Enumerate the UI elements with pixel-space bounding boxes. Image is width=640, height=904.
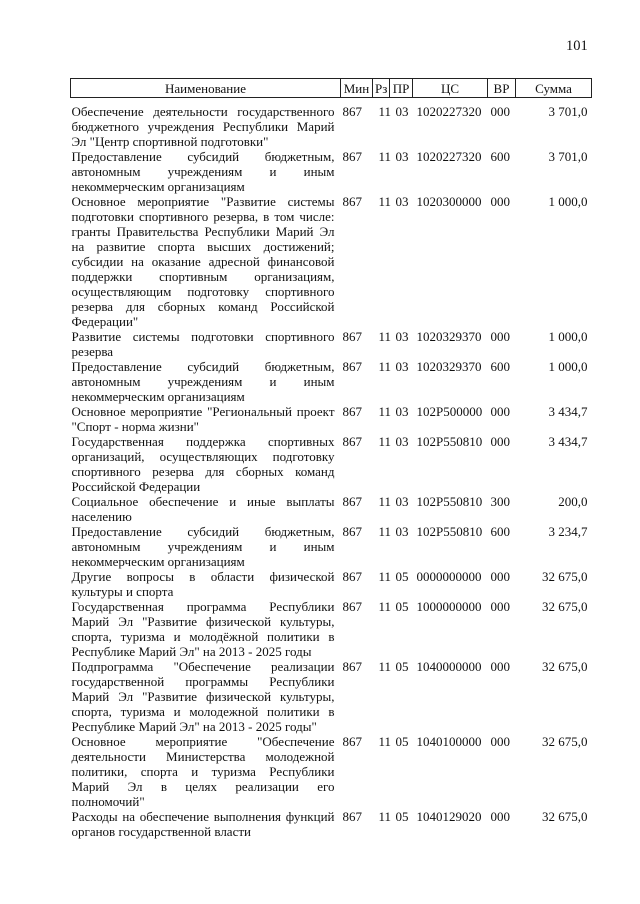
row-vr: 000 bbox=[490, 599, 510, 614]
row-rz: 11 bbox=[378, 524, 392, 539]
row-cs: 1040129020 bbox=[416, 809, 482, 824]
row-sum: 32 675,0 bbox=[542, 659, 588, 674]
row-min: 867 bbox=[342, 329, 362, 344]
row-rz: 11 bbox=[378, 434, 392, 449]
row-min: 867 bbox=[342, 809, 362, 824]
row-cs: 102P550810 bbox=[416, 524, 483, 539]
header-sum: Сумма bbox=[516, 79, 592, 98]
row-vr: 000 bbox=[490, 404, 510, 419]
row-vr: 600 bbox=[490, 524, 510, 539]
row-pr: 03 bbox=[395, 404, 409, 419]
row-pr: 03 bbox=[395, 149, 409, 164]
row-vr: 300 bbox=[490, 494, 510, 509]
row-rz: 11 bbox=[378, 359, 392, 374]
row-pr: 03 bbox=[395, 329, 409, 344]
row-sum: 32 675,0 bbox=[542, 569, 588, 584]
header-vr: ВР bbox=[488, 79, 516, 98]
row-cs: 1000000000 bbox=[416, 599, 482, 614]
row-cs: 1020227320 bbox=[416, 149, 482, 164]
row-name: Расходы на обеспечение выполнения функций органов государственной власти bbox=[71, 809, 335, 839]
row-pr: 03 bbox=[395, 104, 409, 119]
row-sum: 3 434,7 bbox=[548, 434, 588, 449]
row-pr: 03 bbox=[395, 359, 409, 374]
row-pr: 05 bbox=[395, 659, 409, 674]
row-min: 867 bbox=[342, 104, 362, 119]
row-sum: 32 675,0 bbox=[542, 734, 588, 749]
row-sum: 200,0 bbox=[558, 494, 588, 509]
row-name: Государственная программа Республики Марий Эл "Развитие физической культуры, спорта, туризма и молодёжной политики в Республике Марий Эл" на 2013 - 2025 годы bbox=[71, 599, 335, 659]
row-vr: 000 bbox=[490, 659, 510, 674]
row-sum: 3 234,7 bbox=[548, 524, 588, 539]
row-name: Предоставление субсидий бюджетным, автономным учреждениям и иным некоммерческим организациям bbox=[71, 149, 335, 194]
header-row bbox=[71, 79, 592, 98]
row-cs: 102P550810 bbox=[416, 434, 483, 449]
row-min: 867 bbox=[342, 194, 362, 209]
row-sum: 1 000,0 bbox=[548, 359, 588, 374]
table-row bbox=[71, 359, 592, 404]
table-row bbox=[71, 194, 592, 329]
row-rz: 11 bbox=[378, 599, 392, 614]
row-sum: 1 000,0 bbox=[548, 194, 588, 209]
row-cs: 1020329370 bbox=[416, 329, 482, 344]
row-vr: 600 bbox=[490, 149, 510, 164]
header-min: Мин bbox=[341, 79, 373, 98]
row-min: 867 bbox=[342, 359, 362, 374]
table-row bbox=[71, 98, 592, 150]
row-name: Предоставление субсидий бюджетным, автономным учреждениям и иным некоммерческим организациям bbox=[71, 524, 335, 569]
row-name: Развитие системы подготовки спортивного резерва bbox=[71, 329, 335, 359]
table-row bbox=[71, 329, 592, 359]
table-row bbox=[71, 734, 592, 809]
row-vr: 000 bbox=[490, 734, 510, 749]
table-row bbox=[71, 494, 592, 524]
row-min: 867 bbox=[342, 434, 362, 449]
table-row bbox=[71, 404, 592, 434]
table-body bbox=[71, 98, 592, 840]
row-pr: 03 bbox=[395, 194, 409, 209]
row-name: Предоставление субсидий бюджетным, автономным учреждениям и иным некоммерческим организациям bbox=[71, 359, 335, 404]
table-row bbox=[71, 434, 592, 494]
row-cs: 1020300000 bbox=[416, 194, 482, 209]
table-row bbox=[71, 524, 592, 569]
page-number: 101 bbox=[566, 38, 588, 54]
row-name: Основное мероприятие "Региональный проект "Спорт - норма жизни" bbox=[71, 404, 335, 434]
row-name: Другие вопросы в области физической культуры и спорта bbox=[71, 569, 335, 599]
row-pr: 05 bbox=[395, 569, 409, 584]
row-pr: 05 bbox=[395, 734, 409, 749]
table-row bbox=[71, 149, 592, 194]
row-name: Обеспечение деятельности государственного бюджетного учреждения Республики Марий Эл "Центр спортивной подготовки" bbox=[71, 104, 335, 149]
table-row bbox=[71, 599, 592, 659]
row-sum: 3 434,7 bbox=[548, 404, 588, 419]
row-pr: 03 bbox=[395, 524, 409, 539]
row-pr: 03 bbox=[395, 434, 409, 449]
header-rz: Рз bbox=[373, 79, 390, 98]
row-sum: 32 675,0 bbox=[542, 599, 588, 614]
row-rz: 11 bbox=[378, 104, 392, 119]
row-rz: 11 bbox=[378, 149, 392, 164]
table-row bbox=[71, 659, 592, 734]
row-rz: 11 bbox=[378, 404, 392, 419]
row-min: 867 bbox=[342, 569, 362, 584]
row-rz: 11 bbox=[378, 659, 392, 674]
row-cs: 1020227320 bbox=[416, 104, 482, 119]
row-sum: 3 701,0 bbox=[548, 149, 588, 164]
row-sum: 1 000,0 bbox=[548, 329, 588, 344]
budget-table bbox=[70, 78, 592, 839]
table-row bbox=[71, 809, 592, 839]
row-pr: 03 bbox=[395, 494, 409, 509]
row-cs: 1040000000 bbox=[416, 659, 482, 674]
row-rz: 11 bbox=[378, 494, 392, 509]
row-name: Государственная поддержка спортивных организаций, осуществляющих подготовку спортивного резерва для сборных команд Российской Федерации bbox=[71, 434, 335, 494]
row-min: 867 bbox=[342, 404, 362, 419]
row-rz: 11 bbox=[378, 194, 392, 209]
row-name: Подпрограмма "Обеспечение реализации государственной программы Республики Марий Эл "Развитие физической культуры, спорта, туризма и молодежной политики в Республике Марий Эл" на 2013 - 2025 годы" bbox=[71, 659, 335, 734]
row-min: 867 bbox=[342, 149, 362, 164]
header-cs: ЦС bbox=[413, 79, 488, 98]
row-min: 867 bbox=[342, 494, 362, 509]
row-vr: 000 bbox=[490, 569, 510, 584]
row-vr: 000 bbox=[490, 809, 510, 824]
header-name: Наименование bbox=[71, 79, 341, 98]
row-cs: 102P500000 bbox=[416, 404, 483, 419]
row-vr: 000 bbox=[490, 329, 510, 344]
row-vr: 600 bbox=[490, 359, 510, 374]
row-vr: 000 bbox=[490, 104, 510, 119]
row-name: Социальное обеспечение и иные выплаты населению bbox=[71, 494, 335, 524]
row-vr: 000 bbox=[490, 434, 510, 449]
row-min: 867 bbox=[342, 659, 362, 674]
row-rz: 11 bbox=[378, 569, 392, 584]
row-name: Основное мероприятие "Обеспечение деятельности Министерства молодежной политики, спорта и туризма Республики Марий Эл в целях реализации его полномочий" bbox=[71, 734, 335, 809]
row-rz: 11 bbox=[378, 329, 392, 344]
header-pr: ПР bbox=[390, 79, 413, 98]
row-sum: 32 675,0 bbox=[542, 809, 588, 824]
row-min: 867 bbox=[342, 734, 362, 749]
table-row bbox=[71, 569, 592, 599]
row-cs: 1020329370 bbox=[416, 359, 482, 374]
row-cs: 1040100000 bbox=[416, 734, 482, 749]
row-rz: 11 bbox=[378, 809, 392, 824]
row-rz: 11 bbox=[378, 734, 392, 749]
row-name: Основное мероприятие "Развитие системы подготовки спортивного резерва, в том числе: гранты Правительства Республики Марий Эл на развитие спорта высших достижений; субсидии на оказание адресной финансовой поддержки спортивным организациям, осуществляющим подготовку спортивного резерва для сборных команд Российской Федерации" bbox=[71, 194, 335, 329]
row-min: 867 bbox=[342, 599, 362, 614]
row-min: 867 bbox=[342, 524, 362, 539]
row-pr: 05 bbox=[395, 599, 409, 614]
table-header bbox=[71, 79, 592, 98]
row-cs: 0000000000 bbox=[416, 569, 482, 584]
row-pr: 05 bbox=[395, 809, 409, 824]
row-vr: 000 bbox=[490, 194, 510, 209]
row-sum: 3 701,0 bbox=[548, 104, 588, 119]
row-cs: 102P550810 bbox=[416, 494, 483, 509]
